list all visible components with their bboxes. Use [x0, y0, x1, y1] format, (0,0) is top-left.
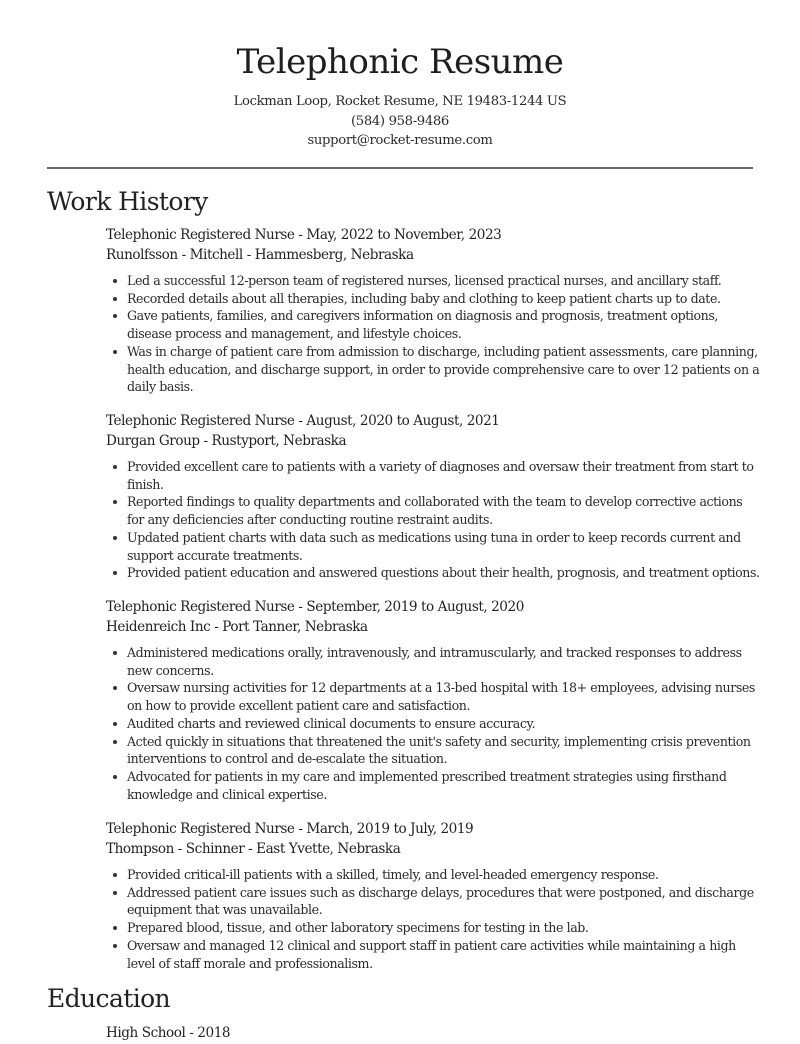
address: Lockman Loop, Rocket Resume, NE 19483-1244 US	[233, 94, 567, 109]
job-bullet: Recorded details about all therapies, including baby and clothing to keep patient charts up to date.	[106, 290, 760, 308]
job-entry	[106, 598, 760, 803]
job-company-line: Heidenreich Inc - Port Tanner, Nebraska	[106, 618, 368, 635]
resume-title: Telephonic Resume	[236, 42, 564, 82]
contact-info	[0, 92, 800, 151]
job-bullet: Audited charts and reviewed clinical documents to ensure accuracy.	[106, 715, 760, 733]
job-entry	[106, 412, 760, 582]
email: support@rocket-resume.com	[307, 133, 493, 148]
job-bullet: Led a successful 12-person team of registered nurses, licensed practical nurses, and ancillary staff.	[106, 272, 760, 290]
job-bullet: Provided critical-ill patients with a skilled, timely, and level-headed emergency response.	[106, 866, 760, 884]
header-divider	[47, 167, 753, 169]
job-title-line: Telephonic Registered Nurse - March, 2019 to July, 2019	[106, 821, 474, 837]
job-company-line: Durgan Group - Rustyport, Nebraska	[106, 432, 347, 449]
job-company-line: Runolfsson - Mitchell - Hammesberg, Nebraska	[106, 246, 414, 263]
job-title-line: Telephonic Registered Nurse - May, 2022 to November, 2023	[106, 227, 502, 243]
job-bullet: Gave patients, families, and caregivers information on diagnosis and prognosis, treatment options, disease process and management, and lifestyle choices.	[106, 307, 760, 342]
section-title-education: Education	[47, 984, 171, 1013]
resume-header	[0, 0, 800, 151]
job-bullet: Provided patient education and answered questions about their health, prognosis, and treatment options.	[106, 564, 760, 582]
job-bullet: Oversaw and managed 12 clinical and support staff in patient care activities while maintaining a high level of staff morale and professionalism.	[106, 937, 760, 972]
job-bullets	[106, 272, 760, 396]
job-bullets	[106, 458, 760, 582]
job-bullets	[106, 866, 760, 972]
education-entry: High School - 2018	[106, 1025, 231, 1041]
job-bullet: Reported findings to quality departments and collaborated with the team to develop corrective actions for any deficiencies after conducting routine restraint audits.	[106, 493, 760, 528]
job-bullet: Administered medications orally, intravenously, and intramuscularly, and tracked responses to address new concerns.	[106, 644, 760, 679]
job-bullet: Addressed patient care issues such as discharge delays, procedures that were postponed, and discharge equipment that was unavailable.	[106, 884, 760, 919]
job-bullet: Oversaw nursing activities for 12 departments at a 13-bed hospital with 18+ employees, advising nurses on how to provide excellent patient care and satisfaction.	[106, 679, 760, 714]
job-bullets	[106, 644, 760, 803]
job-bullet: Advocated for patients in my care and implemented prescribed treatment strategies using firsthand knowledge and clinical expertise.	[106, 768, 760, 803]
job-title-line: Telephonic Registered Nurse - September, 2019 to August, 2020	[106, 599, 524, 615]
job-bullet: Prepared blood, tissue, and other laboratory specimens for testing in the lab.	[106, 919, 760, 937]
job-entry	[106, 226, 760, 396]
job-company-line: Thompson - Schinner - East Yvette, Nebraska	[106, 840, 401, 857]
job-bullet: Acted quickly in situations that threatened the unit's safety and security, implementing crisis prevention interventions to control and de-escalate the situation.	[106, 733, 760, 768]
job-bullet: Provided excellent care to patients with a variety of diagnoses and oversaw their treatment from start to finish.	[106, 458, 760, 493]
phone: (584) 958-9486	[351, 113, 449, 129]
job-title-line: Telephonic Registered Nurse - August, 2020 to August, 2021	[106, 413, 500, 429]
job-entry	[106, 820, 760, 972]
job-bullet: Updated patient charts with data such as medications using tuna in order to keep records current and support accurate treatments.	[106, 529, 760, 564]
job-bullet: Was in charge of patient care from admission to discharge, including patient assessments, care planning, health education, and discharge support, in order to provide comprehensive care to over 12 patients on a daily basis.	[106, 343, 760, 396]
section-title-work-history: Work History	[47, 187, 208, 216]
